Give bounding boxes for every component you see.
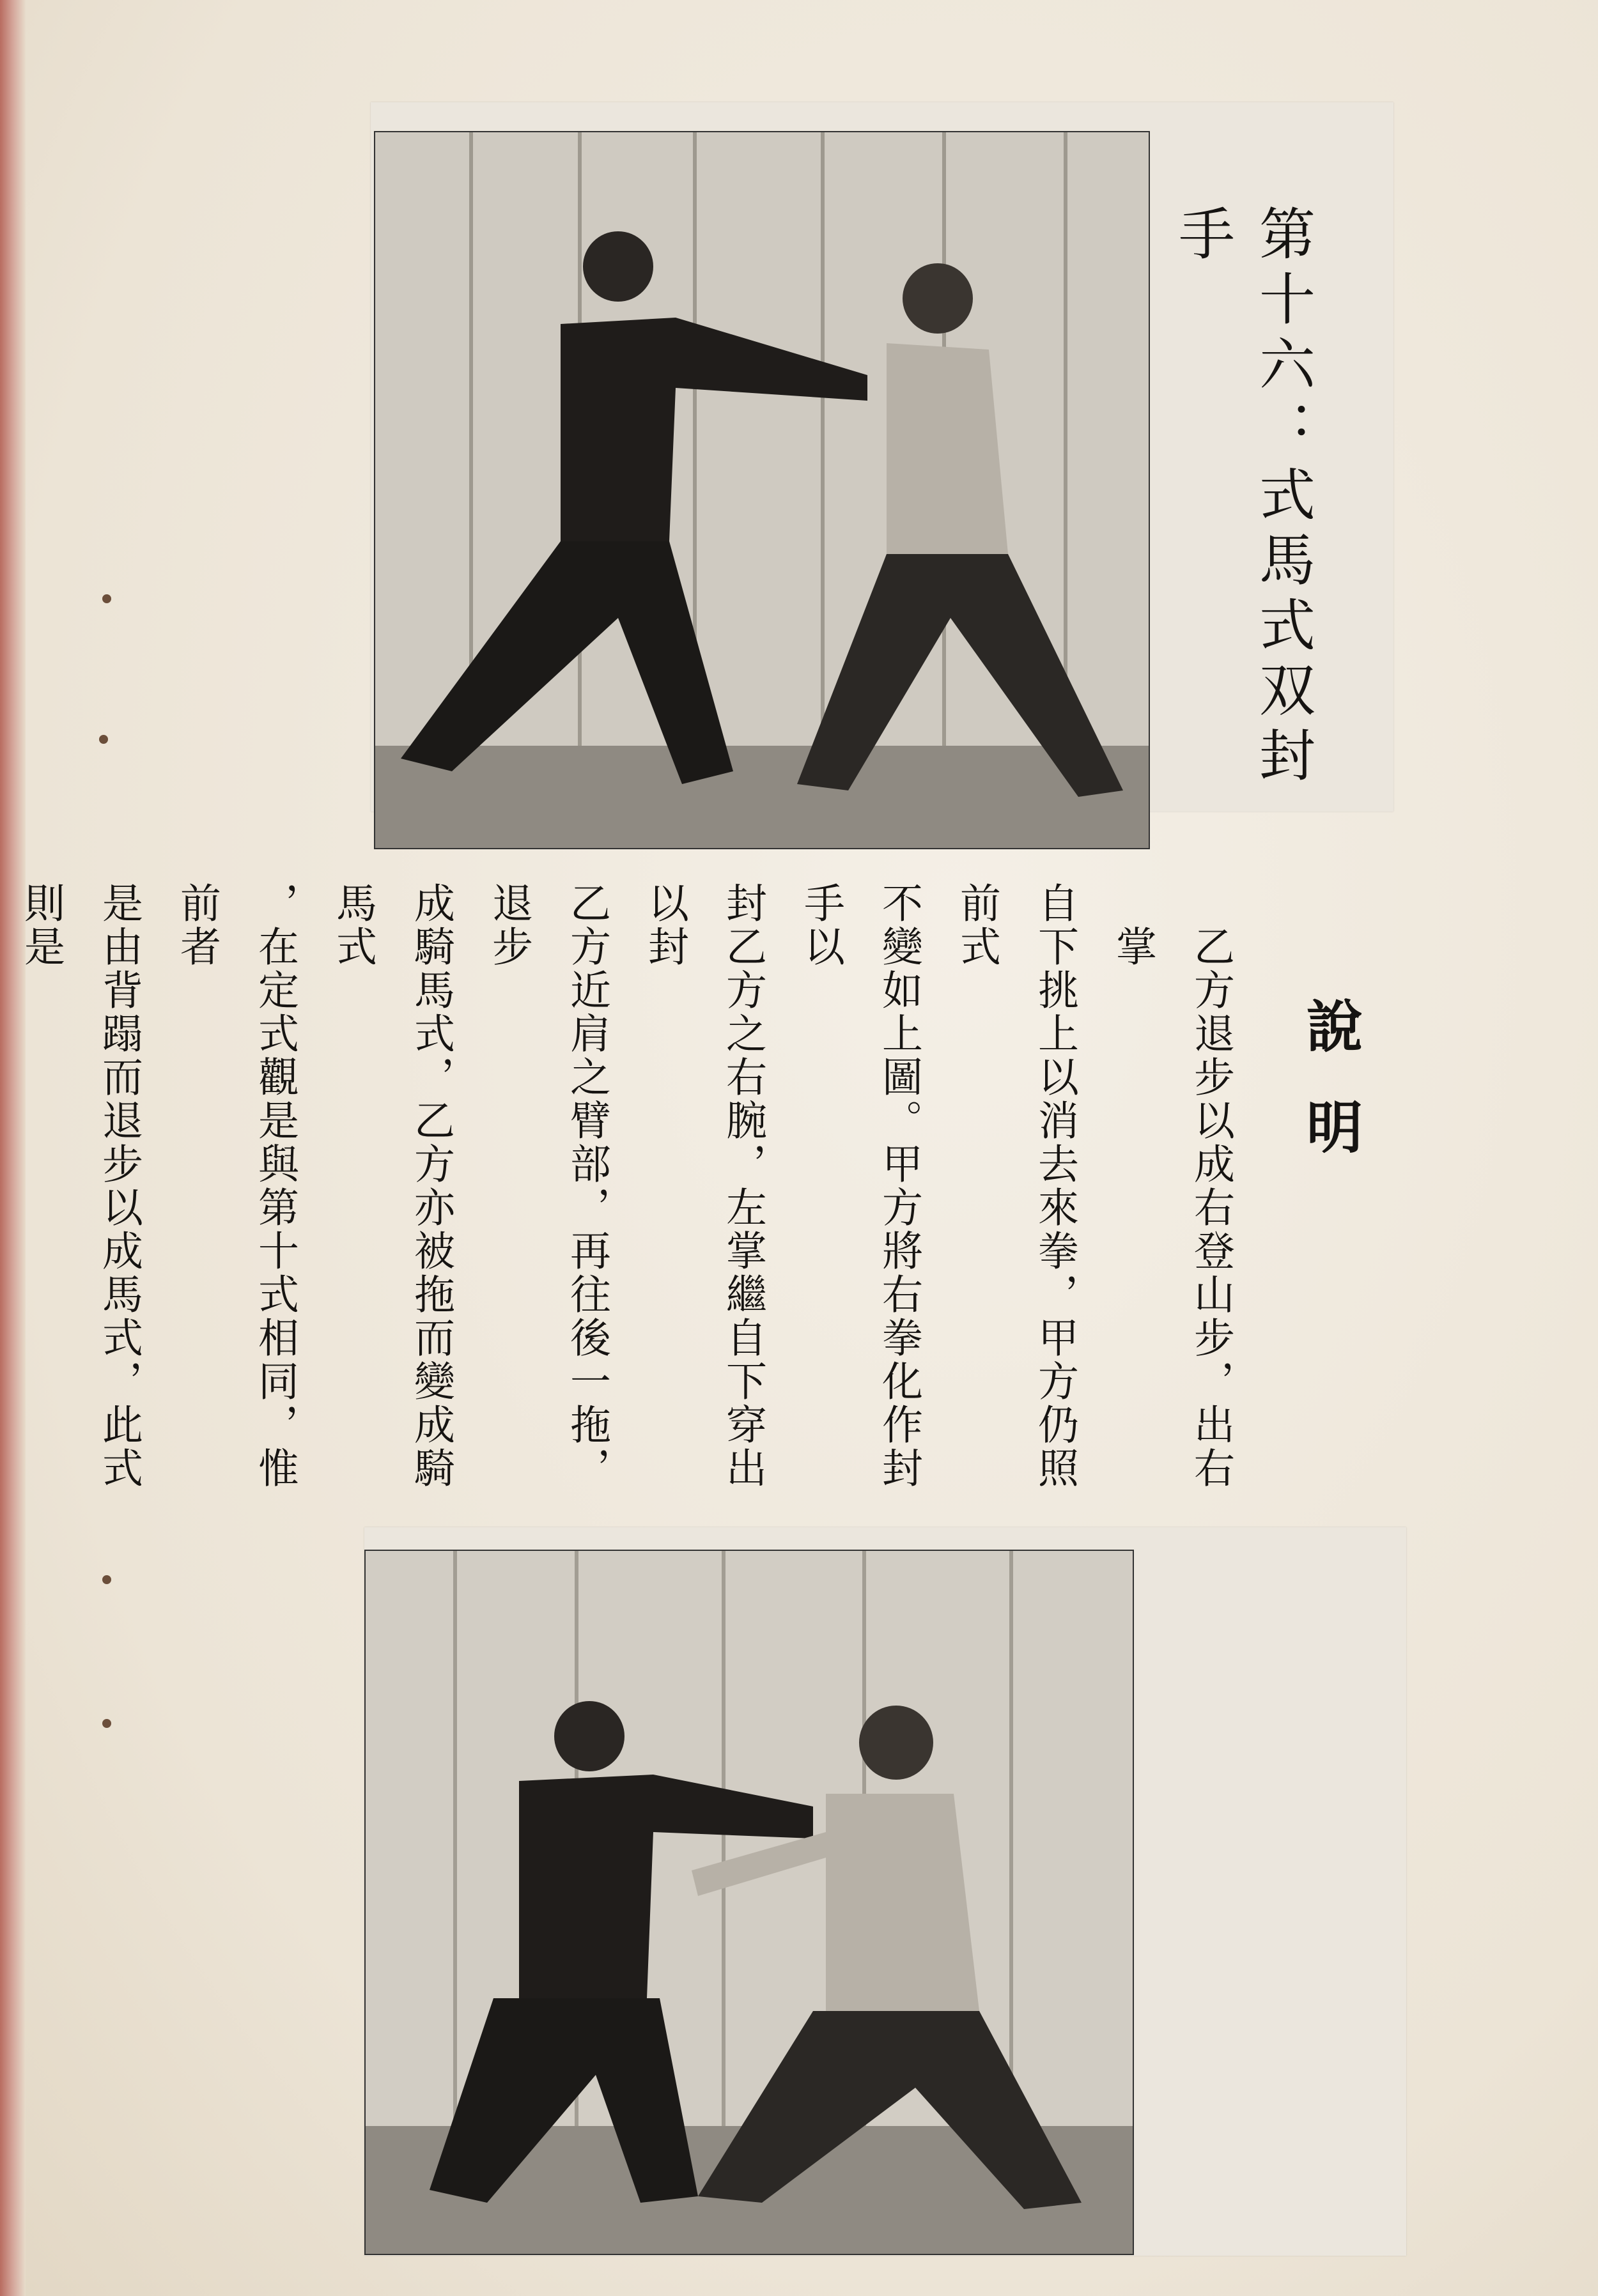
bottom-photo-image	[366, 1551, 1133, 2254]
text-line: 乙方退步以成右登山步，出右掌	[1109, 925, 1234, 1490]
text-line: 封乙方之右腕，左掌繼自下穿出以封	[641, 882, 766, 1490]
text-line	[0, 882, 2, 1508]
text-line: 不變如上圖。甲方將右拳化作封手以	[797, 882, 922, 1490]
text-line: 成騎馬式，乙方亦被拖而變成騎馬式	[329, 882, 454, 1490]
binding-hole	[102, 1719, 111, 1728]
text-line: 自下挑上以消去來拳，甲方仍照前式	[953, 882, 1078, 1490]
binding-hole	[99, 735, 108, 744]
top-photo	[374, 131, 1150, 849]
text-line: 是由背蹋而退步以成馬式，此式則是	[17, 882, 143, 1490]
text-line: ，在定式觀是與第十式相同，惟前者	[173, 882, 299, 1490]
bottom-photo	[364, 1550, 1134, 2255]
text-line: 乙方近肩之臂部，再往後一拖，退步	[485, 882, 610, 1490]
binding-hole	[102, 594, 111, 603]
binding-hole	[102, 1575, 111, 1584]
top-photo-image	[375, 132, 1149, 848]
page-title: 第十六：式馬式双封手	[1170, 204, 1316, 791]
explanation-text	[0, 882, 1250, 1508]
section-heading: 說明	[1298, 997, 1364, 1199]
